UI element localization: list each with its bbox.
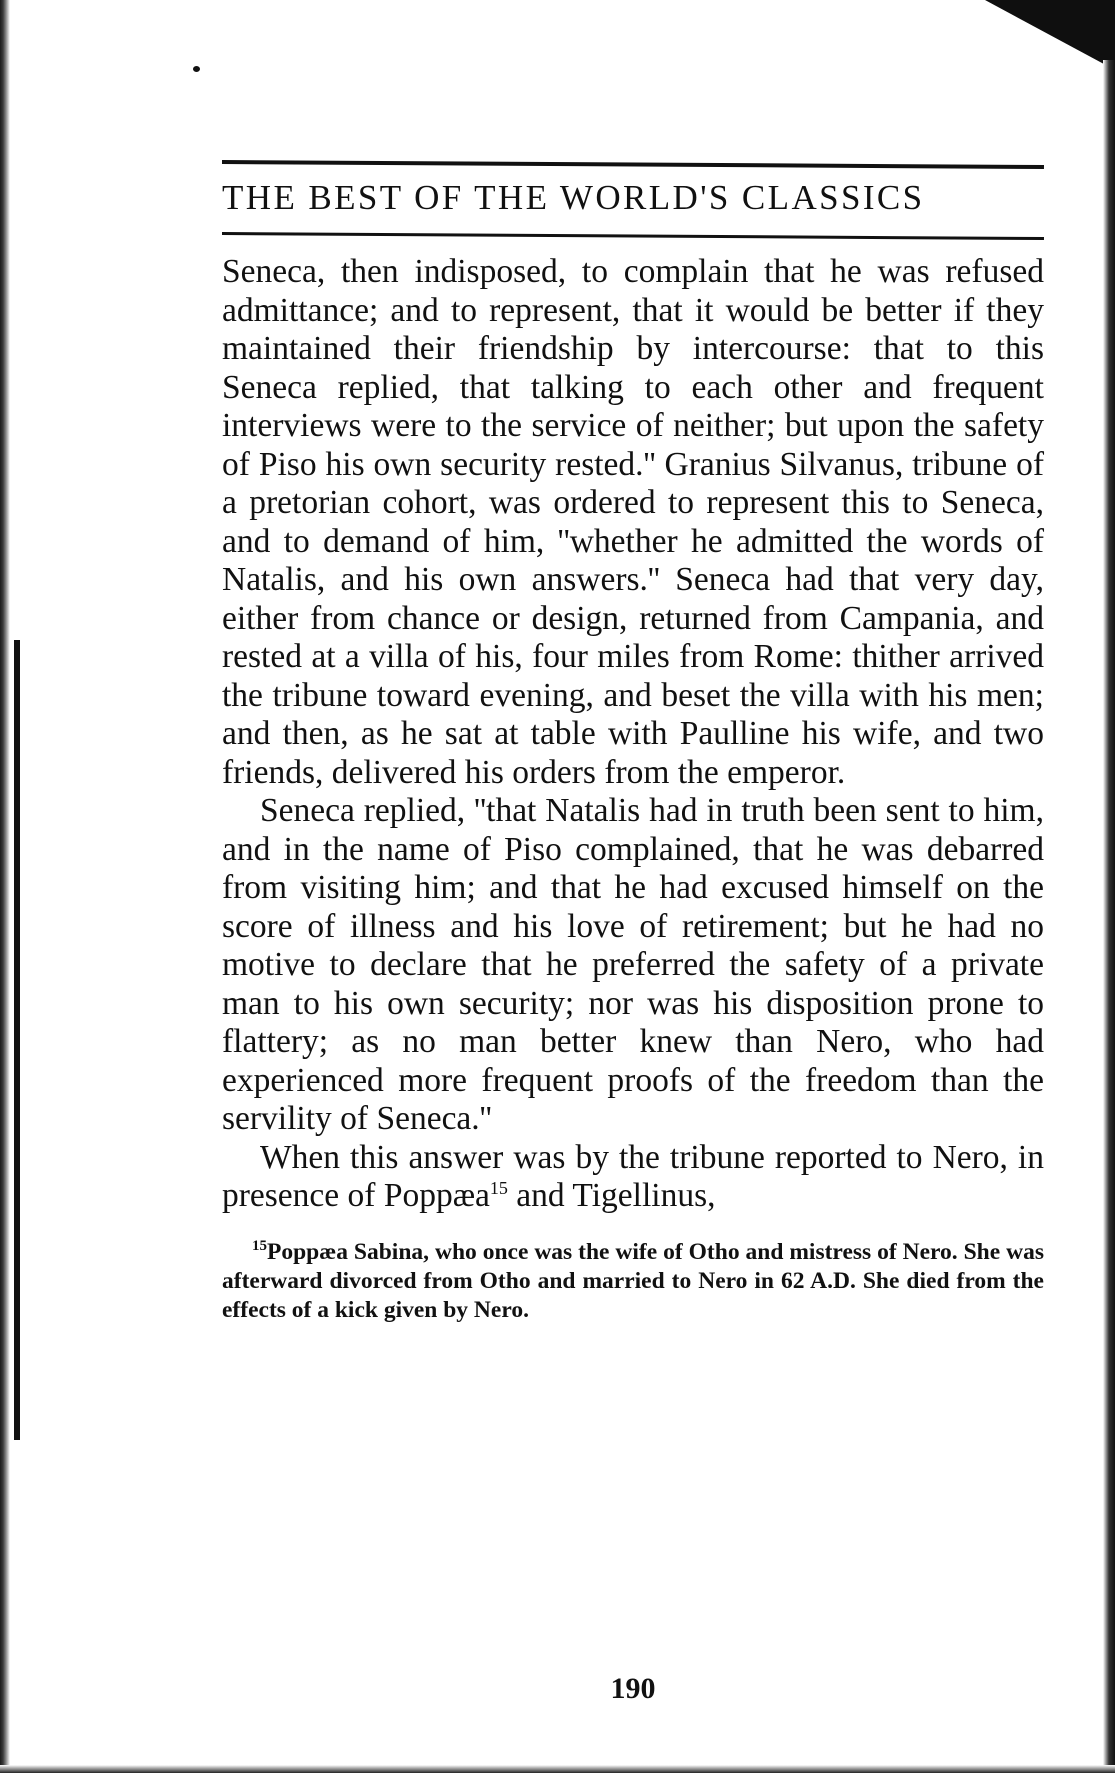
- ink-speck: [193, 66, 200, 72]
- footnote-text: Poppæa Sabina, who once was the wife of Otho and mistress of Nero. She was afterward divorced from Otho and married to Nero in 62 A.D. She died from the effects of a kick given by Nero.: [222, 1238, 1044, 1323]
- paragraph: [222, 1139, 1044, 1216]
- paragraph: Seneca replied, ''that Natalis had in truth been sent to him, and in the name of Piso complained, that he was debarred from visiting him; and that he had excused himself on the score of illness and his love of retirement; but he had no motive to declare that he preferred the safety of a private man to his own security; nor was his disposition prone to flattery; as no man better knew than Nero, who had experienced more frequent proofs of the freedom than the servility of Seneca.'': [222, 792, 1044, 1137]
- page-corner-shadow: [985, 0, 1115, 70]
- page-right-edge: [1103, 60, 1115, 1773]
- body-text: [222, 253, 1044, 1216]
- paragraph-text: and Tigellinus,: [507, 1177, 716, 1214]
- running-head: THE BEST OF THE WORLD'S CLASSICS: [222, 178, 925, 217]
- binding-edge: [0, 0, 10, 1773]
- paragraph-text: When this answer was by the tribune reported to Nero, in presence of Poppæa: [222, 1138, 1044, 1214]
- header-rule-top: [222, 160, 1044, 169]
- paragraph: Seneca, then indisposed, to complain that he was refused admittance; and to represent, that it would be better if they maintained their friendship by intercourse: that to this Seneca replied, that talking to each other and frequent interviews were to the service of neither; but upon the safety of Piso his own security rested.'' Granius Silvanus, tribune of a pretorian cohort, was ordered to represent this to Seneca, and to demand of him, ''whether he admitted the words of Natalis, and his own answers.'' Seneca had that very day, either from chance or design, returned from Campania, and rested at a villa of his, four miles from Rome: thither arrived the tribune toward evening, and beset the villa with his men; and then, as he sat at table with Paulline his wife, and two friends, delivered his orders from the emperor.: [222, 253, 1044, 791]
- footnote-mark: 15: [252, 1237, 267, 1254]
- spine-shadow: [14, 640, 20, 1440]
- page-bottom-edge: [0, 1765, 1115, 1773]
- page-number: 190: [610, 1672, 656, 1705]
- footnote: [222, 1238, 1044, 1325]
- header-rule-bottom: [222, 232, 1044, 240]
- book-page: [222, 160, 1044, 1705]
- footnotes: [222, 1238, 1044, 1325]
- footnote-reference: 15: [489, 1177, 508, 1198]
